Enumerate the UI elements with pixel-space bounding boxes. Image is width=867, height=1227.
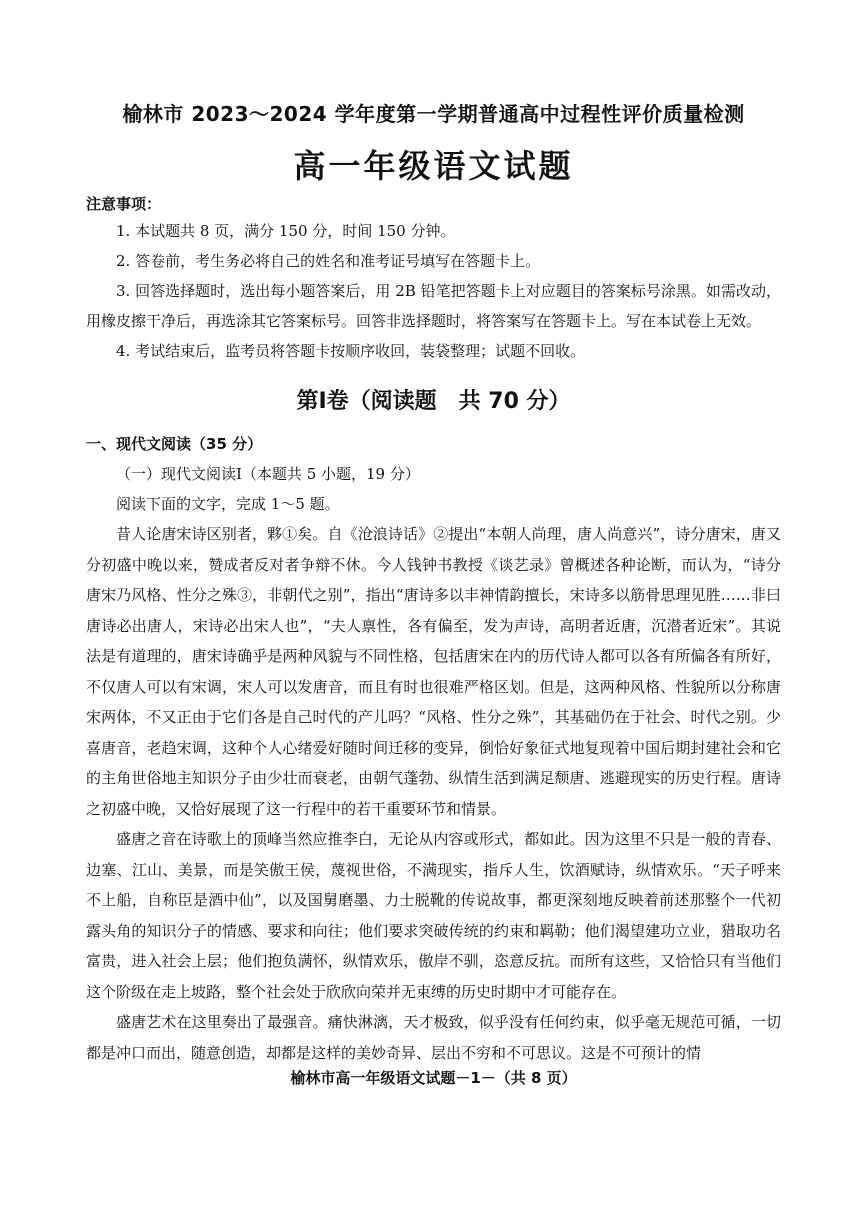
passage-paragraph: 盛唐艺术在这里奏出了最强音。痛快淋漓，天才极致，似乎没有任何约束，似乎毫无规范可循，一切都是冲口而出，随意创造，却都是这样的美妙奇异、层出不穷和不可思议。这是不可预计的情 (86, 1013, 781, 1062)
section-title: 第Ⅰ卷（阅读题 共 70 分） (296, 389, 571, 414)
note-item: 1. 本试题共 8 页，满分 150 分，时间 150 分钟。 (116, 222, 456, 240)
notes-heading: 注意事项： (86, 195, 162, 213)
passage-paragraph: 昔人论唐宋诗区别者，夥①矣。自《沧浪诗话》②提出“本朝人尚理，唐人尚意兴”，诗分唐宋，唐又分初盛中晚以来，赞成者反对者争辩不休。今人钱钟书教授《谈艺录》曾概述各种论断，而认为，“诗分唐宋乃风格、性分之殊③，非朝代之别”，指出“唐诗多以丰神情韵擅长，宋诗多以筋骨思理见胜……非曰唐诗必出唐人，宋诗必出宋人也”，“夫人禀性，各有偏至，发为声诗，高明者近唐，沉潜者近宋”。其说法是有道理的，唐宋诗确乎是两种风貌与不同性格，包括唐宋在内的历代诗人都可以各有所偏各有所好，不仅唐人可以有宋调，宋人可以发唐音，而且有时也很难严格区划。但是，这两种风格、性貌所以分称唐宋两体，不又正由于它们各是自己时代的产儿吗？“风格、性分之殊”，其基础仍在于社会、时代之别。少喜唐音，老趋宋调，这种个人心绪爱好随时间迁移的变异，倒恰好象征式地复现着中国后期封建社会和它的主角世俗地主知识分子由少壮而衰老，由朝气蓬勃、纵情生活到满足颓唐、逃避现实的历史行程。唐诗之初盛中晚，又恰好展现了这一行程中的若干重要环节和情景。 (86, 525, 781, 818)
exam-header: 榆林市 2023～2024 学年度第一学期普通高中过程性评价质量检测 (122, 102, 745, 126)
note-item: 4. 考试结束后，监考员将答题卡按顺序收回，装袋整理；试题不回收。 (116, 342, 586, 360)
passage-paragraph: 盛唐之音在诗歌上的顶峰当然应推李白，无论从内容或形式，都如此。因为这里不只是一般的青春、边塞、江山、美景，而是笑傲王侯，蔑视世俗，不满现实，指斥人生，饮酒赋诗，纵情欢乐。“天子呼来不上船，自称臣是酒中仙”，以及国舅磨墨、力士脱靴的传说故事，都更深刻地反映着前述那整个一代初露头角的知识分子的情感、要求和向往；他们要求突破传统的约束和羁勒；他们渴望建功立业，猎取功名富贵，进入社会上层；他们抱负满怀，纵情欢乐，傲岸不驯，恣意反抗。而所有这些，又恰恰只有当他们这个阶级在走上坡路，整个社会处于欣欣向荣并无束缚的历史时期中才可能存在。 (86, 830, 781, 1001)
part-heading: 一、现代文阅读（35 分） (86, 435, 263, 453)
note-item: 3. 回答选择题时，选出每小题答案后，用 2B 铅笔把答题卡上对应题目的答案标号涂黑。如需改动，用橡皮擦干净后，再选涂其它答案标号。回答非选择题时，将答案写在答题卡上。写在本试卷上无效。 (86, 282, 781, 330)
part1-block (86, 429, 781, 1068)
sub-heading: （一）现代文阅读Ⅰ（本题共 5 小题，19 分） (116, 465, 420, 483)
note-item: 2. 答卷前，考生务必将自己的姓名和准考证号填写在答题卡上。 (116, 252, 541, 270)
reading-instruction: 阅读下面的文字，完成 1～5 题。 (116, 495, 340, 513)
notes-block (86, 193, 781, 366)
page-footer: 榆林市高一年级语文试题－1－（共 8 页） (290, 1069, 577, 1087)
exam-title: 高一年级语文试题 (293, 147, 574, 185)
